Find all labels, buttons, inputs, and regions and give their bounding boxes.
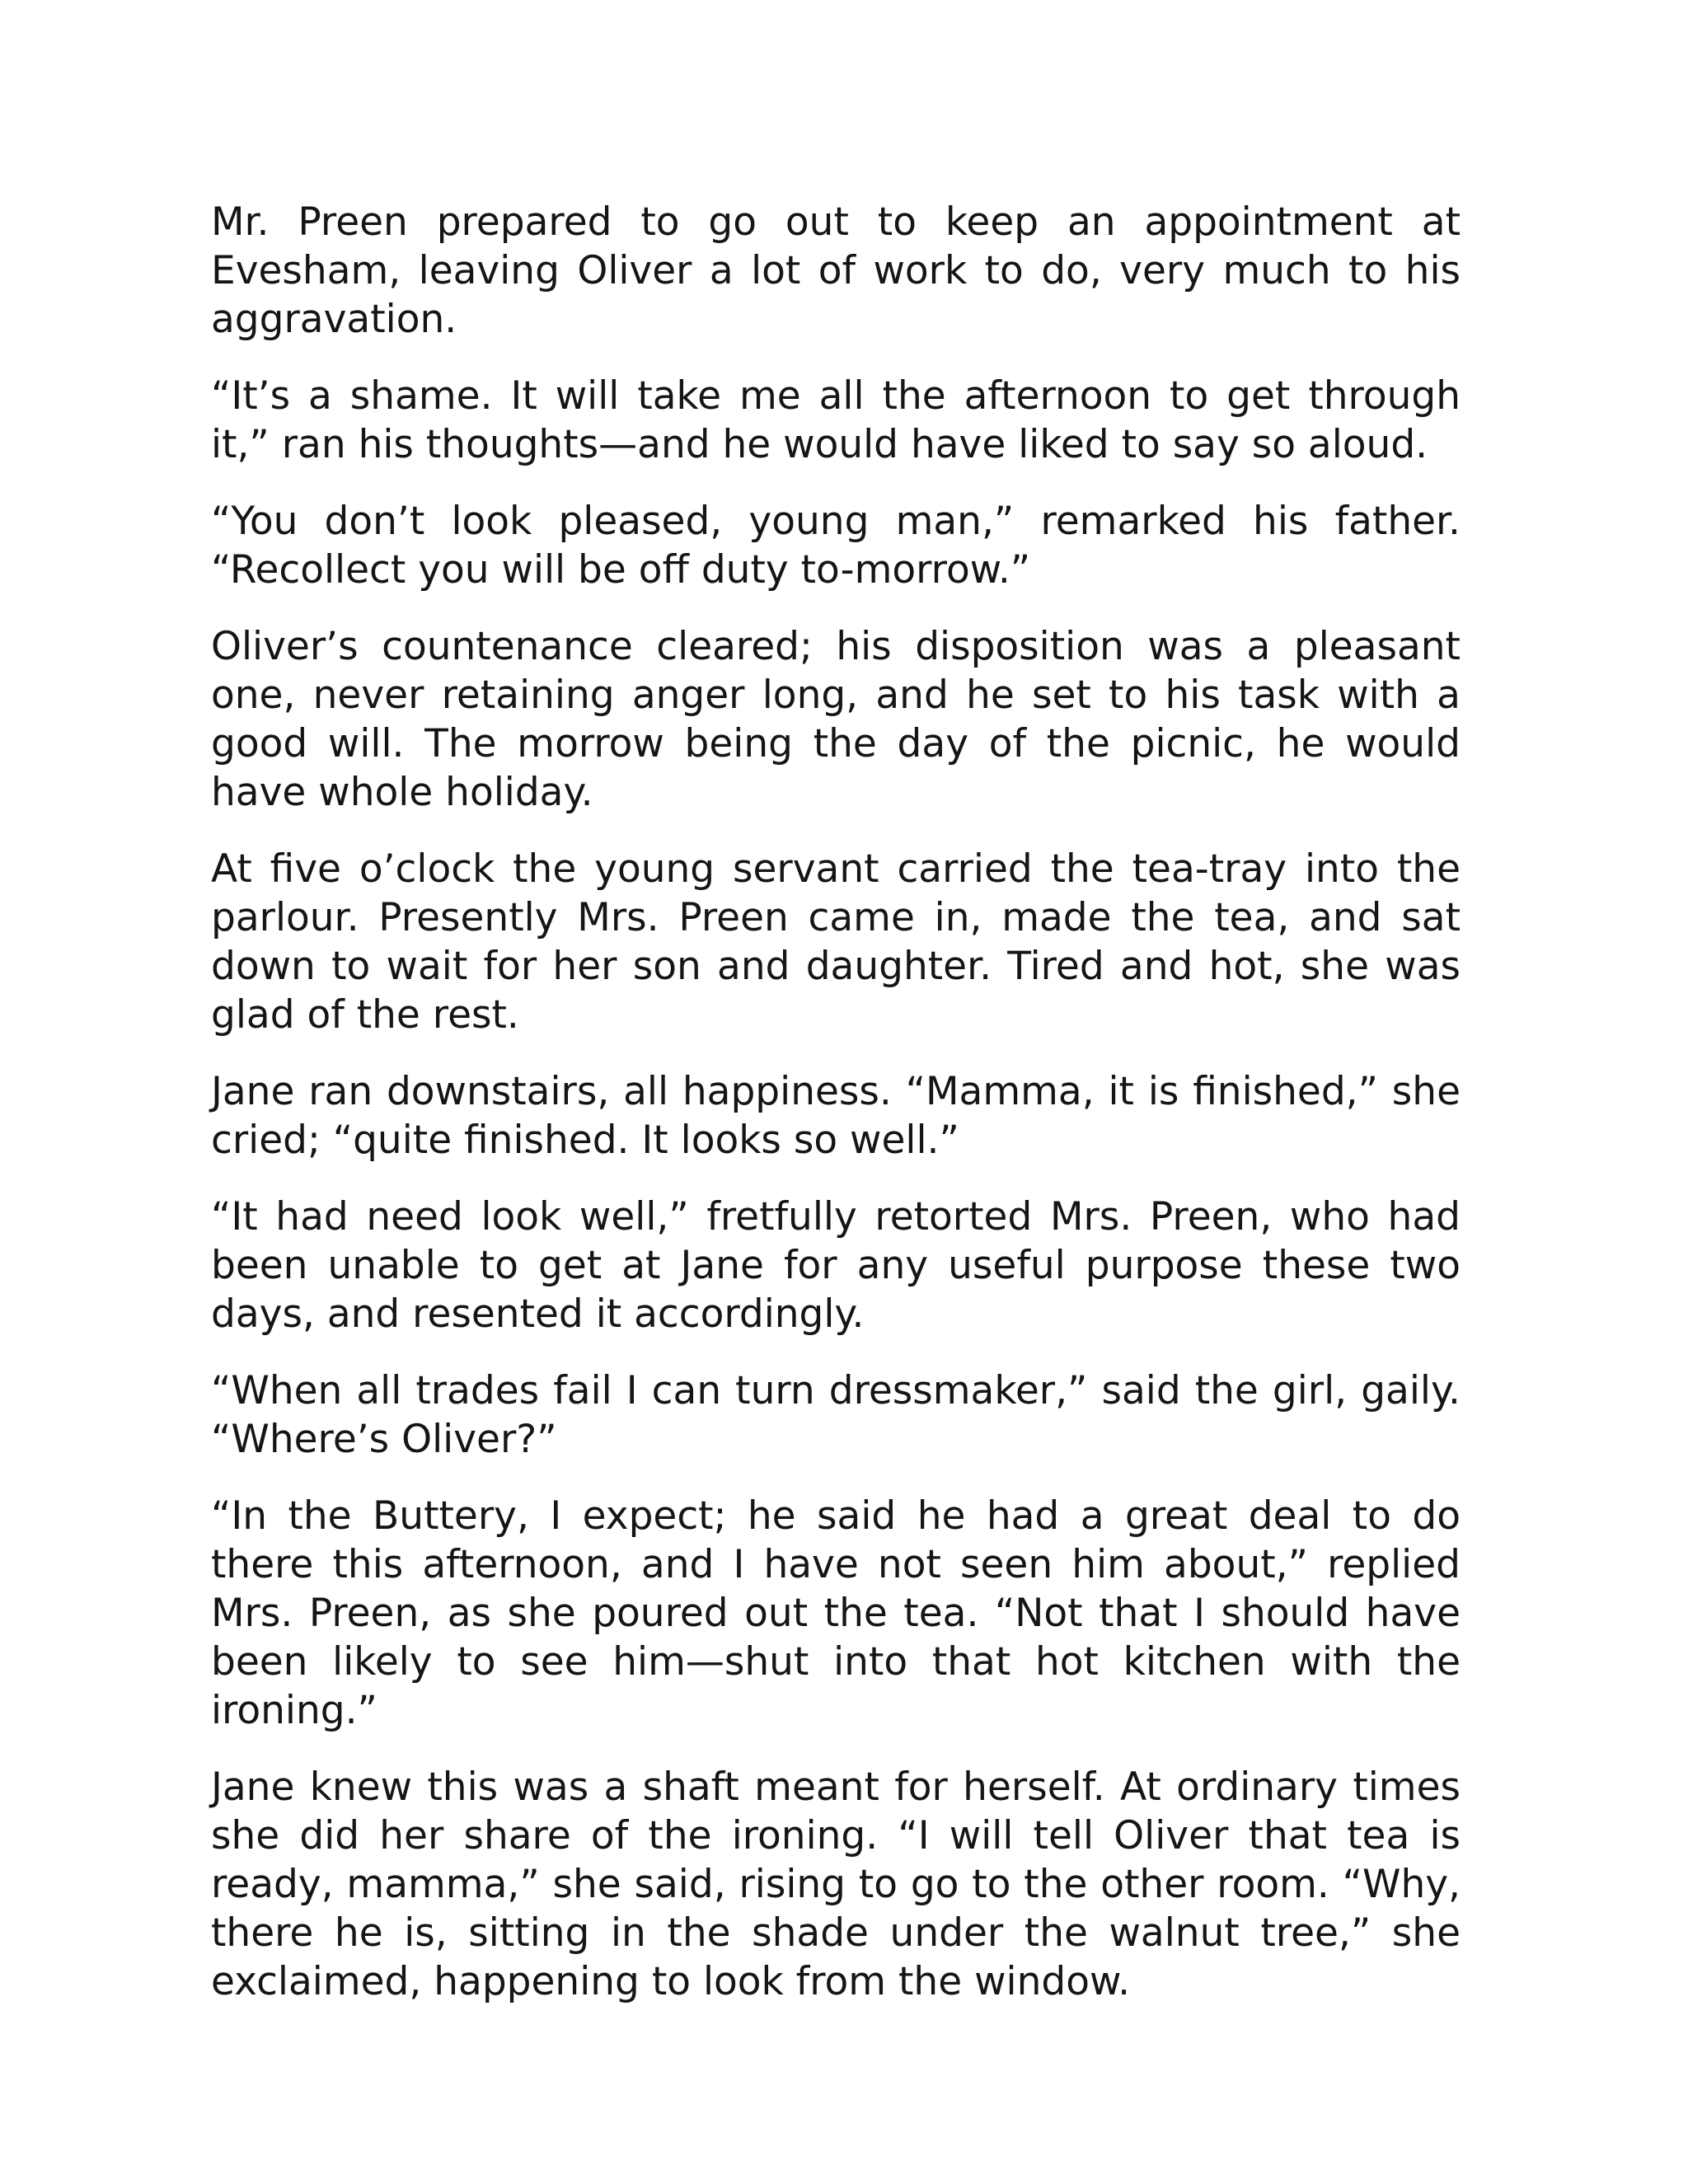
paragraph: “When all trades fail I can turn dressmaker,” said the girl, gaily. “Where’s Oliver?” (211, 1368, 1461, 1462)
paragraph: “It’s a shame. It will take me all the afternoon to get through it,” ran his thoughts—and he would have liked to say so aloud. (211, 373, 1461, 467)
paragraph: “It had need look well,” fretfully retorted Mrs. Preen, who had been unable to get at Jane for any useful purpose these two days, and resented it accordingly. (211, 1194, 1461, 1337)
paragraph: Mr. Preen prepared to go out to keep an appointment at Evesham, leaving Oliver a lot of work to do, very much to his aggravation. (211, 199, 1461, 342)
paragraph: “You don’t look pleased, young man,” remarked his father. “Recollect you will be off duty to-morrow.” (211, 499, 1461, 593)
paragraph: Oliver’s countenance cleared; his disposition was a pleasant one, never retaining anger long, and he set to his task with a good will. The morrow being the day of the picnic, he would have whole holiday. (211, 624, 1461, 815)
paragraph: Jane knew this was a shaft meant for herself. At ordinary times she did her share of the ironing. “I will tell Oliver that tea is ready, mamma,” she said, rising to go to the other room. “Why, there he is, sitting in the shade under the walnut tree,” she exclaimed, happening to look from the window. (211, 1765, 1461, 2004)
paragraph: “In the Buttery, I expect; he said he had a great deal to do there this afternoon, and I have not seen him about,” replied Mrs. Preen, as she poured out the tea. “Not that I should have been likely to see him—shut into that hot kitchen with the ironing.” (211, 1493, 1461, 1733)
book-page (211, 198, 1461, 2034)
paragraph: Jane ran downstairs, all happiness. “Mamma, it is finished,” she cried; “quite finished. It looks so well.” (211, 1069, 1461, 1163)
paragraph: At five o’clock the young servant carried the tea-tray into the parlour. Presently Mrs. Preen came in, made the tea, and sat down to wait for her son and daughter. Tired and hot, she was glad of the rest. (211, 846, 1461, 1038)
